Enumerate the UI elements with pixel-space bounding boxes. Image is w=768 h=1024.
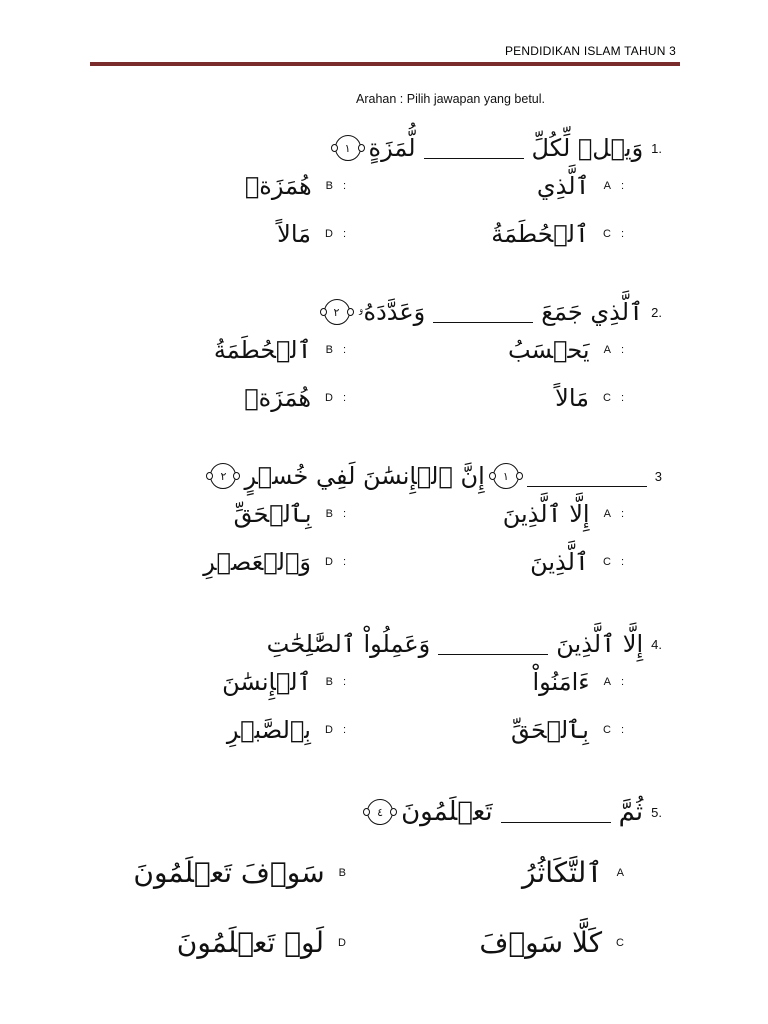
option-label: D: [324, 556, 333, 568]
answer-blank: [424, 138, 524, 159]
option-b[interactable]: B : هُمَزَةٖ: [244, 172, 346, 200]
question-number: 5.: [651, 804, 662, 820]
option-text: ٱلتَّكَاثُرُ: [522, 856, 603, 889]
instruction-text: Arahan : Pilih jawapan yang betul.: [356, 92, 546, 106]
option-text: ٱلَّذِينَ: [530, 548, 589, 576]
option-label: D: [324, 392, 333, 404]
option-text: كَلَّا سَوۡفَ: [479, 926, 603, 959]
option-label: B: [325, 676, 333, 688]
question-stem: [210, 456, 662, 496]
answer-blank: [501, 802, 611, 823]
stem-text-before: إِلَّا ٱلَّذِينَ: [556, 630, 644, 658]
option-d[interactable]: D : مَالاً: [277, 220, 346, 248]
option-d[interactable]: [177, 926, 346, 959]
stem-text-after: إِنَّ ٱلۡإِنسَٰنَ لَفِي خُسۡرٍ: [244, 462, 485, 490]
stem-text-after: وَعَمِلُواْ ٱلصَّٰلِحَٰتِ: [266, 630, 431, 658]
option-text: ٱلۡحُطَمَةُ: [213, 336, 312, 364]
option-a[interactable]: A : يَحۡسَبُ: [508, 336, 624, 364]
option-label: C: [616, 936, 624, 949]
option-c[interactable]: C : مَالاً: [555, 384, 624, 412]
option-label: A: [603, 676, 611, 688]
option-label: C: [602, 228, 611, 240]
stem-text-before: ثُمَّ: [618, 797, 644, 827]
option-c[interactable]: C : ٱلَّذِينَ: [530, 548, 624, 576]
option-label: C: [602, 724, 611, 736]
option-text: ٱلۡإِنسَٰنَ: [222, 668, 312, 696]
answer-blank: [527, 466, 647, 487]
option-text: ءَامَنُواْ: [532, 668, 590, 696]
stem-text-before: ٱلَّذِي جَمَعَ: [541, 298, 644, 326]
option-label: B: [325, 344, 333, 356]
option-a[interactable]: A : إِلَّا ٱلَّذِينَ: [502, 500, 624, 528]
stem-text-before: وَيۡلٞ لِّكُلِّ: [531, 134, 644, 162]
option-a[interactable]: A : ٱلَّذِي: [536, 172, 624, 200]
option-label: B: [325, 180, 333, 192]
option-b[interactable]: B : ٱلۡإِنسَٰنَ: [222, 668, 346, 696]
option-c[interactable]: C : ٱلۡحُطَمَةُ: [491, 220, 624, 248]
option-text: لَوۡ تَعۡلَمُونَ: [176, 926, 325, 959]
option-c[interactable]: C : بِٱلۡحَقِّ: [511, 716, 624, 744]
stem-text-after: وَعَدَّدَهُۥ: [357, 298, 426, 326]
option-text: ٱلۡحُطَمَةُ: [491, 220, 589, 248]
question-number: 2.: [651, 304, 662, 320]
option-d[interactable]: D : هُمَزَةٖ: [244, 384, 346, 412]
option-text: بِٱلصَّبۡرِ: [226, 716, 311, 744]
option-label: C: [602, 392, 611, 404]
option-c[interactable]: [479, 926, 624, 959]
option-b[interactable]: B : بِٱلۡحَقِّ: [233, 500, 346, 528]
option-text: سَوۡفَ تَعۡلَمُونَ: [133, 856, 325, 889]
question-stem: [324, 292, 663, 332]
option-label: B: [325, 508, 333, 520]
ayah-number-marker: ٤: [367, 799, 393, 825]
option-label: A: [616, 866, 624, 879]
ayah-number-marker: ٢: [324, 299, 350, 325]
ayah-number-marker: ١: [335, 135, 361, 161]
scanned-worksheet: [94, 80, 686, 980]
page-header-title: PENDIDIKAN ISLAM TAHUN 3: [504, 44, 676, 58]
option-label: D: [324, 228, 333, 240]
option-label: A: [603, 344, 611, 356]
question-stem: [267, 624, 662, 664]
option-label: A: [603, 508, 611, 520]
question-stem: [367, 792, 662, 832]
question-number: 4.: [651, 636, 662, 652]
option-text: ٱلَّذِي: [536, 172, 590, 200]
question-number: 3: [654, 468, 662, 484]
option-text: بِٱلۡحَقِّ: [233, 500, 312, 528]
option-text: بِٱلۡحَقِّ: [511, 716, 589, 744]
option-text: هُمَزَةٖ: [244, 172, 312, 200]
option-text: مَالاً: [555, 384, 589, 412]
option-b[interactable]: [133, 856, 346, 889]
option-d[interactable]: D : وَٱلۡعَصۡرِ: [203, 548, 346, 576]
question-number: 1.: [651, 140, 662, 156]
option-label: C: [602, 556, 611, 568]
option-text: إِلَّا ٱلَّذِينَ: [502, 500, 590, 528]
option-a[interactable]: [522, 856, 624, 889]
answer-blank: [433, 302, 533, 323]
option-label: A: [603, 180, 611, 192]
ayah-number-marker: ٢: [210, 463, 236, 489]
option-text: يَحۡسَبُ: [508, 336, 590, 364]
option-label: D: [324, 724, 333, 736]
option-d[interactable]: D : بِٱلصَّبۡرِ: [226, 716, 346, 744]
ayah-number-marker: ١: [493, 463, 519, 489]
option-text: وَٱلۡعَصۡرِ: [203, 548, 311, 576]
option-text: هُمَزَةٖ: [244, 384, 311, 412]
option-b[interactable]: B : ٱلۡحُطَمَةُ: [213, 336, 346, 364]
header-divider: [90, 62, 680, 66]
stem-text-after: لُّمَزَةٍ: [368, 134, 416, 162]
option-a[interactable]: A : ءَامَنُواْ: [532, 668, 624, 696]
question-stem: [335, 128, 662, 168]
option-text: مَالاً: [277, 220, 311, 248]
answer-blank: [438, 634, 548, 655]
stem-text-after: تَعۡلَمُونَ: [401, 797, 493, 827]
option-label: B: [338, 866, 346, 879]
option-label: D: [338, 936, 346, 949]
